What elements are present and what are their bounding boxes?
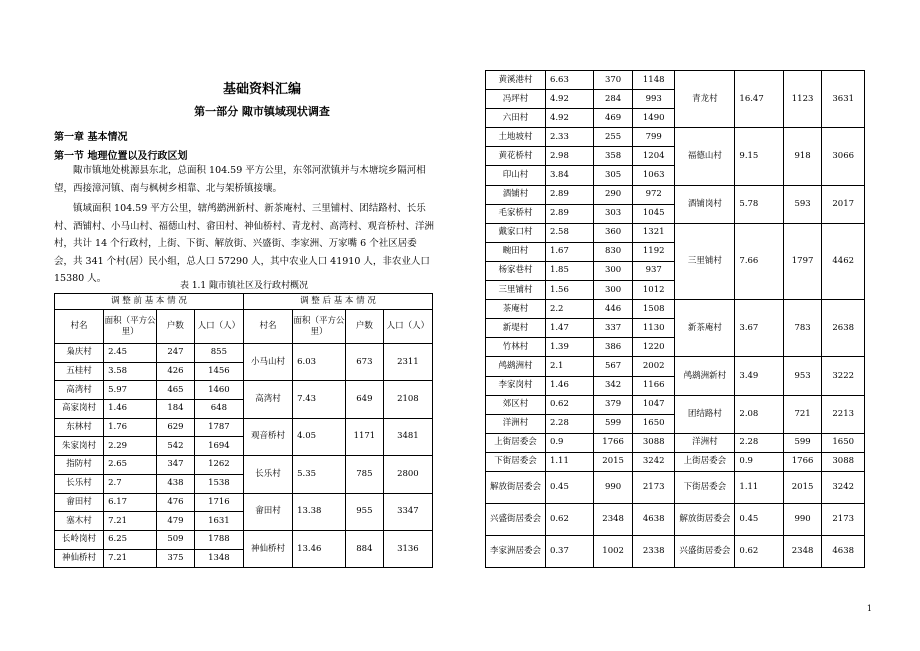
table-cell: 0.62 xyxy=(545,395,593,414)
table-cell: 255 xyxy=(594,128,633,147)
table-cell: 5.35 xyxy=(293,456,346,493)
table-cell: 438 xyxy=(157,474,195,493)
table-cell: 358 xyxy=(594,147,633,166)
table-row xyxy=(55,493,433,512)
village-name: 五桂村 xyxy=(55,362,104,381)
table-cell: 1.76 xyxy=(104,418,157,437)
table-cell: 1766 xyxy=(594,433,633,452)
column-header: 面积（平方公里） xyxy=(104,310,157,344)
table-cell: 0.62 xyxy=(545,503,593,535)
table-row xyxy=(486,357,865,376)
village-name: 青龙村 xyxy=(675,71,735,128)
village-name: 神仙桥村 xyxy=(55,549,104,568)
table-cell: 0.9 xyxy=(735,452,783,471)
table-row xyxy=(486,185,865,204)
column-header: 面积（平方公里） xyxy=(293,310,346,344)
table-cell: 3.84 xyxy=(545,166,593,185)
village-name: 长乐村 xyxy=(243,456,292,493)
village-name: 神仙桥村 xyxy=(243,530,292,567)
table-cell: 6.25 xyxy=(104,530,157,549)
table-cell: 953 xyxy=(783,357,822,395)
table-cell: 2348 xyxy=(783,535,822,567)
part-title: 第一部分 陬市镇域现状调查 xyxy=(194,105,330,118)
table-cell: 2.33 xyxy=(545,128,593,147)
table-cell: 6.03 xyxy=(293,344,346,381)
table-cell: 7.21 xyxy=(104,549,157,568)
table-cell: 4462 xyxy=(822,223,865,299)
table-cell: 1538 xyxy=(194,474,243,493)
table-cell: 1508 xyxy=(632,300,675,319)
table-cell: 6.63 xyxy=(545,71,593,90)
table-cell: 1788 xyxy=(194,530,243,549)
village-name: 戴家口村 xyxy=(486,223,546,242)
table-cell: 783 xyxy=(783,300,822,357)
table-cell: 2800 xyxy=(383,456,432,493)
table-cell: 884 xyxy=(345,530,383,567)
table-cell: 300 xyxy=(594,261,633,280)
table-cell: 375 xyxy=(157,549,195,568)
table-row xyxy=(486,128,865,147)
paragraph-location: 陬市镇地处桃源县东北，总面积 104.59 平方公里，东邻河洑镇并与木塘垸乡隔河相望，西接漳河镇、南与枫树乡相靠、北与架桥镇接壤。 xyxy=(54,165,426,194)
table-cell: 2.1 xyxy=(545,357,593,376)
table-cell: 2173 xyxy=(632,471,675,503)
table-cell: 2.89 xyxy=(545,204,593,223)
table-cell: 2.08 xyxy=(735,395,783,433)
village-name: 畲田村 xyxy=(55,493,104,512)
table-cell: 2311 xyxy=(383,344,432,381)
table-cell: 305 xyxy=(594,166,633,185)
village-name: 竹林村 xyxy=(486,338,546,357)
table-cell: 3347 xyxy=(383,493,432,530)
table-cell: 446 xyxy=(594,300,633,319)
table-cell: 1787 xyxy=(194,418,243,437)
table-cell: 7.21 xyxy=(104,512,157,531)
table-cell: 426 xyxy=(157,362,195,381)
table-cell: 2.45 xyxy=(104,344,157,363)
table-cell: 567 xyxy=(594,357,633,376)
table-cell: 1192 xyxy=(632,242,675,261)
village-name: 茶庵村 xyxy=(486,300,546,319)
table-cell: 3088 xyxy=(632,433,675,452)
table-caption: 表 1.1 陬市镇社区及行政村概况 xyxy=(179,281,309,291)
table-cell: 337 xyxy=(594,319,633,338)
table-cell: 479 xyxy=(157,512,195,531)
village-name: 观音桥村 xyxy=(243,418,292,455)
table-row xyxy=(55,381,433,400)
table-cell: 2.58 xyxy=(545,223,593,242)
paragraph-divisions: 镇域面积 104.59 平方公里，辖鸬鹚洲新村、新茶庵村、三里铺村、团结路村、长乐村、酒铺村、小马山村、福德山村、畲田村、神仙桥村、青龙村、高湾村、观音桥村、洋洲村，共计 14 个行政村，上街、下街、解放街、兴盛街、李家洲、万家嘴 6 个社区居委会，共 341 个村(居）民小组，总人口 57290 人，其中农业人口 41910 人，非农业人口 15380 人。 xyxy=(54,203,435,284)
village-name: 三里铺村 xyxy=(486,281,546,300)
table-cell: 1002 xyxy=(594,535,633,567)
village-name: 李家洲居委会 xyxy=(486,535,546,567)
table-cell: 2.7 xyxy=(104,474,157,493)
table-cell: 937 xyxy=(632,261,675,280)
village-name: 解放街居委会 xyxy=(486,471,546,503)
village-name: 新堤村 xyxy=(486,319,546,338)
table-cell: 2015 xyxy=(783,471,822,503)
column-header: 村名 xyxy=(55,310,104,344)
village-name: 洋洲村 xyxy=(486,414,546,433)
table-cell: 1166 xyxy=(632,376,675,395)
table-cell: 2348 xyxy=(594,503,633,535)
table-cell: 990 xyxy=(594,471,633,503)
village-name: 黄花桥村 xyxy=(486,147,546,166)
village-name: 畲田村 xyxy=(243,493,292,530)
table-cell: 2108 xyxy=(383,381,432,418)
table-cell: 599 xyxy=(783,433,822,452)
table-cell: 2017 xyxy=(822,185,865,223)
table-cell: 1456 xyxy=(194,362,243,381)
village-name: 郊区村 xyxy=(486,395,546,414)
village-name: 朱家岗村 xyxy=(55,437,104,456)
column-header: 人口（人） xyxy=(383,310,432,344)
village-name: 酒铺岗村 xyxy=(675,185,735,223)
table-cell: 7.43 xyxy=(293,381,346,418)
table-cell: 1148 xyxy=(632,71,675,90)
table-cell: 993 xyxy=(632,90,675,109)
village-name: 长乐村 xyxy=(55,474,104,493)
village-name: 杨家巷村 xyxy=(486,261,546,280)
table-row xyxy=(486,452,865,471)
group-header-before: 调 整 前 基 本 情 况 xyxy=(55,294,244,310)
table-cell: 3242 xyxy=(632,452,675,471)
village-name: 冯坪村 xyxy=(486,90,546,109)
table-cell: 1460 xyxy=(194,381,243,400)
table-cell: 1.46 xyxy=(545,376,593,395)
table-cell: 342 xyxy=(594,376,633,395)
table-cell: 290 xyxy=(594,185,633,204)
table-cell: 5.78 xyxy=(735,185,783,223)
village-name: 新茶庵村 xyxy=(675,300,735,357)
table-cell: 0.45 xyxy=(735,503,783,535)
table-row xyxy=(486,71,865,90)
table-cell: 2.89 xyxy=(545,185,593,204)
table-row xyxy=(486,395,865,414)
table-cell: 1348 xyxy=(194,549,243,568)
table-cell: 990 xyxy=(783,503,822,535)
table-cell: 386 xyxy=(594,338,633,357)
village-name: 黄溪港村 xyxy=(486,71,546,90)
table-cell: 4638 xyxy=(822,535,865,567)
table-cell: 955 xyxy=(345,493,383,530)
village-name: 三里铺村 xyxy=(675,223,735,299)
table-cell: 184 xyxy=(157,400,195,419)
village-name: 指防村 xyxy=(55,456,104,475)
table-cell: 370 xyxy=(594,71,633,90)
table-cell: 469 xyxy=(594,109,633,128)
table-row xyxy=(55,530,433,549)
table-cell: 2213 xyxy=(822,395,865,433)
table-cell: 0.9 xyxy=(545,433,593,452)
table-row xyxy=(55,344,433,363)
table-cell: 13.38 xyxy=(293,493,346,530)
table-cell: 476 xyxy=(157,493,195,512)
table-cell: 5.97 xyxy=(104,381,157,400)
village-name: 六田村 xyxy=(486,109,546,128)
table-cell: 1063 xyxy=(632,166,675,185)
village-name: 下街居委会 xyxy=(486,452,546,471)
document-title: 基础资料汇编 xyxy=(222,82,301,97)
table-cell: 3631 xyxy=(822,71,865,128)
table-cell: 2002 xyxy=(632,357,675,376)
table-cell: 785 xyxy=(345,456,383,493)
village-name: 东林村 xyxy=(55,418,104,437)
table-cell: 4.92 xyxy=(545,109,593,128)
table-cell: 7.66 xyxy=(735,223,783,299)
table-cell: 1.67 xyxy=(545,242,593,261)
table-cell: 3222 xyxy=(822,357,865,395)
table-cell: 247 xyxy=(157,344,195,363)
village-table-left xyxy=(54,293,433,568)
village-name: 鸬鹚洲新村 xyxy=(675,357,735,395)
table-cell: 918 xyxy=(783,128,822,185)
column-header: 村名 xyxy=(243,310,292,344)
table-cell: 0.62 xyxy=(735,535,783,567)
table-cell: 593 xyxy=(783,185,822,223)
table-cell: 347 xyxy=(157,456,195,475)
table-row xyxy=(486,535,865,567)
table-cell: 2338 xyxy=(632,535,675,567)
table-cell: 0.37 xyxy=(545,535,593,567)
table-cell: 16.47 xyxy=(735,71,783,128)
village-name: 小马山村 xyxy=(243,344,292,381)
village-name: 上街居委会 xyxy=(675,452,735,471)
table-cell: 6.17 xyxy=(104,493,157,512)
table-cell: 1123 xyxy=(783,71,822,128)
village-name: 下街居委会 xyxy=(675,471,735,503)
table-cell: 2638 xyxy=(822,300,865,357)
table-cell: 1204 xyxy=(632,147,675,166)
table-cell: 799 xyxy=(632,128,675,147)
table-cell: 3136 xyxy=(383,530,432,567)
table-cell: 1716 xyxy=(194,493,243,512)
village-name: 团结路村 xyxy=(675,395,735,433)
village-name: 畹田村 xyxy=(486,242,546,261)
table-cell: 300 xyxy=(594,281,633,300)
table-cell: 2.65 xyxy=(104,456,157,475)
table-cell: 1.46 xyxy=(104,400,157,419)
table-cell: 3066 xyxy=(822,128,865,185)
table-cell: 9.15 xyxy=(735,128,783,185)
village-name: 枭庆村 xyxy=(55,344,104,363)
table-cell: 1012 xyxy=(632,281,675,300)
table-cell: 13.46 xyxy=(293,530,346,567)
table-cell: 2.28 xyxy=(735,433,783,452)
column-header: 户数 xyxy=(157,310,195,344)
table-cell: 1.11 xyxy=(545,452,593,471)
village-name: 酒铺村 xyxy=(486,185,546,204)
section-heading: 第一节 地理位置以及行政区划 xyxy=(54,151,188,162)
table-cell: 830 xyxy=(594,242,633,261)
village-table-right xyxy=(485,70,865,568)
table-cell: 2.98 xyxy=(545,147,593,166)
table-cell: 284 xyxy=(594,90,633,109)
table-cell: 2.28 xyxy=(545,414,593,433)
table-cell: 1650 xyxy=(632,414,675,433)
village-name: 高湾村 xyxy=(243,381,292,418)
table-cell: 1.85 xyxy=(545,261,593,280)
table-cell: 4.05 xyxy=(293,418,346,455)
table-cell: 599 xyxy=(594,414,633,433)
table-cell: 4638 xyxy=(632,503,675,535)
table-cell: 3.58 xyxy=(104,362,157,381)
page-number: 1 xyxy=(866,604,872,613)
table-cell: 1171 xyxy=(345,418,383,455)
table-cell: 1130 xyxy=(632,319,675,338)
table-cell: 1045 xyxy=(632,204,675,223)
village-name: 兴盛街居委会 xyxy=(675,535,735,567)
table-cell: 1321 xyxy=(632,223,675,242)
village-name: 兴盛街居委会 xyxy=(486,503,546,535)
village-name: 洋洲村 xyxy=(675,433,735,452)
table-cell: 360 xyxy=(594,223,633,242)
village-name: 福德山村 xyxy=(675,128,735,185)
table-cell: 4.92 xyxy=(545,90,593,109)
village-name: 塞木村 xyxy=(55,512,104,531)
column-header: 人口（人） xyxy=(194,310,243,344)
table-cell: 1.56 xyxy=(545,281,593,300)
village-name: 高家岗村 xyxy=(55,400,104,419)
village-name: 印山村 xyxy=(486,166,546,185)
table-cell: 2.29 xyxy=(104,437,157,456)
village-name: 毛家桥村 xyxy=(486,204,546,223)
table-cell: 1262 xyxy=(194,456,243,475)
village-name: 高湾村 xyxy=(55,381,104,400)
table-cell: 1694 xyxy=(194,437,243,456)
table-cell: 465 xyxy=(157,381,195,400)
table-row xyxy=(486,223,865,242)
table-row xyxy=(486,433,865,452)
table-cell: 1797 xyxy=(783,223,822,299)
table-cell: 649 xyxy=(345,381,383,418)
village-name: 李家岗村 xyxy=(486,376,546,395)
table-cell: 303 xyxy=(594,204,633,223)
table-row xyxy=(486,471,865,503)
table-cell: 721 xyxy=(783,395,822,433)
table-cell: 3088 xyxy=(822,452,865,471)
table-cell: 1631 xyxy=(194,512,243,531)
table-row xyxy=(55,456,433,475)
table-cell: 2173 xyxy=(822,503,865,535)
table-cell: 1490 xyxy=(632,109,675,128)
table-cell: 3.49 xyxy=(735,357,783,395)
table-cell: 3.67 xyxy=(735,300,783,357)
table-cell: 379 xyxy=(594,395,633,414)
table-cell: 509 xyxy=(157,530,195,549)
column-header: 户数 xyxy=(345,310,383,344)
table-cell: 3481 xyxy=(383,418,432,455)
village-name: 土地坡村 xyxy=(486,128,546,147)
village-name: 上街居委会 xyxy=(486,433,546,452)
village-name: 长岭岗村 xyxy=(55,530,104,549)
table-cell: 1.47 xyxy=(545,319,593,338)
table-cell: 673 xyxy=(345,344,383,381)
table-cell: 1047 xyxy=(632,395,675,414)
table-row xyxy=(486,503,865,535)
table-cell: 0.45 xyxy=(545,471,593,503)
table-cell: 2.2 xyxy=(545,300,593,319)
village-name: 鸬鹚洲村 xyxy=(486,357,546,376)
table-row xyxy=(486,300,865,319)
table-cell: 1220 xyxy=(632,338,675,357)
table-cell: 542 xyxy=(157,437,195,456)
group-header-after: 调 整 后 基 本 情 况 xyxy=(243,294,432,310)
table-cell: 3242 xyxy=(822,471,865,503)
table-cell: 2015 xyxy=(594,452,633,471)
table-cell: 629 xyxy=(157,418,195,437)
table-cell: 648 xyxy=(194,400,243,419)
table-cell: 1.39 xyxy=(545,338,593,357)
table-row xyxy=(55,418,433,437)
table-cell: 855 xyxy=(194,344,243,363)
table-cell: 1766 xyxy=(783,452,822,471)
table-cell: 972 xyxy=(632,185,675,204)
table-cell: 1650 xyxy=(822,433,865,452)
village-name: 解放街居委会 xyxy=(675,503,735,535)
table-cell: 1.11 xyxy=(735,471,783,503)
chapter-heading: 第一章 基本情况 xyxy=(54,132,128,143)
